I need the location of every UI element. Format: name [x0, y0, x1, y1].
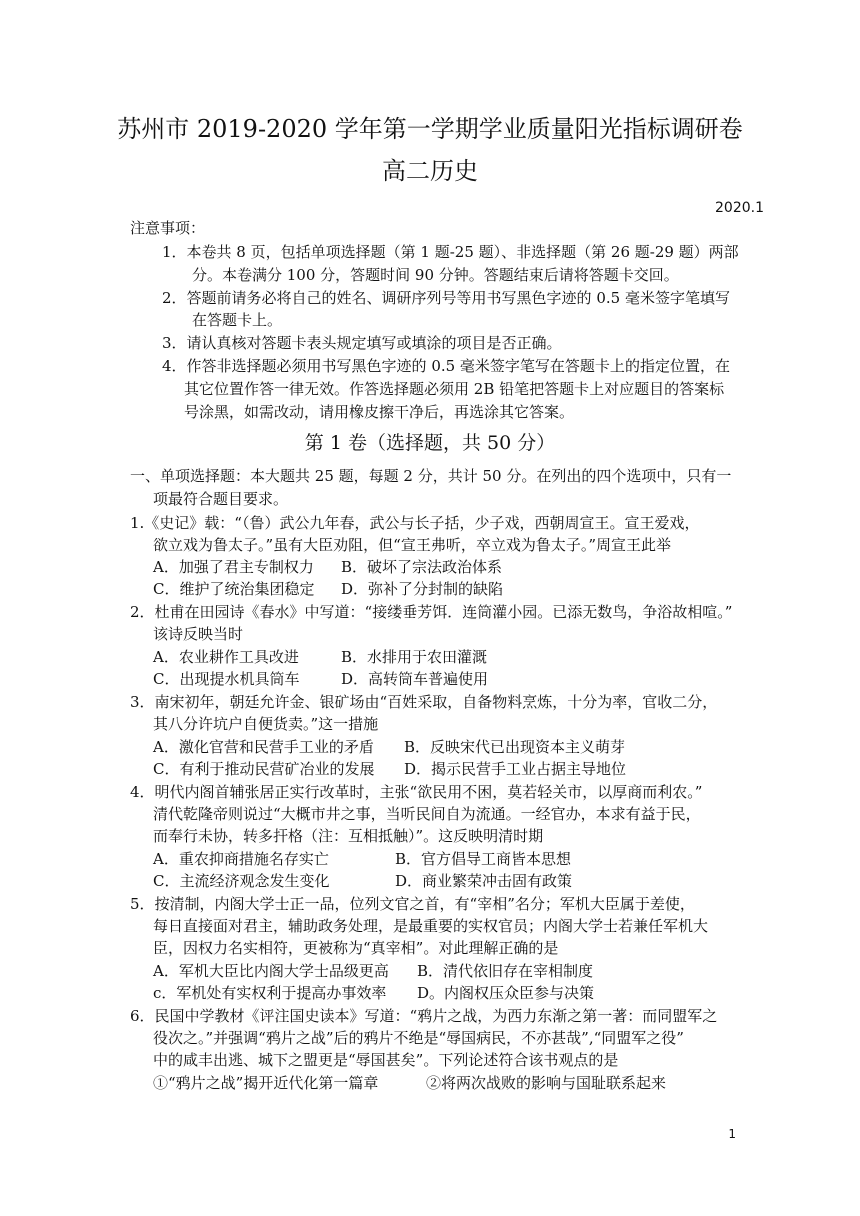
page-number: 1 — [728, 1127, 736, 1141]
question-stem: 而奉行未协，转多扞格（注：互相抵触）”。这反映明清时期 — [153, 827, 544, 845]
statement-option: ①“鸦片之战”揭开近代化第一篇章 — [153, 1074, 379, 1092]
statement-option: ②将两次战败的影响与国耻联系起来 — [426, 1074, 667, 1092]
answer-option: D．商业繁荣冲击固有政策 — [395, 872, 573, 890]
answer-option: D．弥补了分封制的缺陷 — [341, 580, 504, 598]
question-stem: 该诗反映当时 — [153, 625, 244, 643]
notice-line: 在答题卡上。 — [192, 311, 283, 329]
notice-line: 分。本卷满分 100 分，答题时间 90 分钟。答题结束后请将答题卡交回。 — [192, 266, 679, 284]
notice-line: 号涂黑，如需改动，请用橡皮擦干净后，再选涂其它答案。 — [184, 403, 575, 421]
question-stem: 其八分许坑户自便货卖。”这一措施 — [153, 715, 379, 733]
exam-subtitle: 高二历史 — [382, 157, 478, 185]
answer-option: C．维护了统治集团稳定 — [153, 580, 315, 598]
notice-heading: 注意事项： — [130, 219, 206, 237]
answer-option: C．有利于推动民营矿冶业的发展 — [153, 760, 375, 778]
section-title: 第 1 卷（选择题，共 50 分） — [304, 432, 556, 454]
answer-option: D．高转筒车普遍使用 — [341, 670, 489, 688]
question-stem: 欲立戏为鲁太子。”虽有大臣劝阻，但“宣王弗听，卒立戏为鲁太子。”周宣王此举 — [153, 536, 672, 554]
answer-option: C．主流经济观念发生变化 — [153, 872, 330, 890]
answer-option: C．出现提水机具筒车 — [153, 670, 300, 688]
notice-line: 4．作答非选择题必须用书写黑色字迹的 0.5 毫米签字笔写在答题卡上的指定位置，在 — [162, 357, 730, 375]
question-stem: 6．民国中学教材《评注国史读本》写道：“鸦片之战，为西力东渐之第一著：而同盟军之 — [130, 1007, 718, 1025]
exam-date: 2020.1 — [715, 200, 764, 216]
notice-line: 1．本卷共 8 页，包括单项选择题（第 1 题-25 题）、非选择题（第 26 题-29 题）两部 — [162, 243, 739, 261]
answer-option: B．清代依旧存在宰相制度 — [417, 962, 594, 980]
notice-line: 3．请认真核对答题卡表头规定填写或填涂的项目是否正确。 — [162, 334, 562, 352]
question-stem: 5．按清制，内阁大学士正一品，位列文官之首，有“宰相”名分；军机大臣属于差使， — [130, 895, 695, 913]
question-stem: 清代乾隆帝则说过“大概市井之事，当听民间自为流通。一经官办，本求有益于民， — [153, 805, 701, 823]
exam-title: 苏州市 2019-2020 学年第一学期学业质量阳光指标调研卷 — [117, 115, 743, 143]
question-stem: 役次之。”并强调“鸦片之战”后的鸦片不绝是“辱国病民，不亦甚哉”,“同盟军之役” — [153, 1029, 684, 1047]
question-stem: 4．明代内阁首辅张居正实行改革时，主张“欲民用不困，莫若轻关市，以厚商而利农。” — [130, 783, 703, 801]
section-intro: 一、单项选择题：本大题共 25 题，每题 2 分，共计 50 分。在列出的四个选项中，只有一 — [130, 467, 732, 485]
notice-line: 其它位置作答一律无效。作答选择题必须用 2B 铅笔把答题卡上对应题目的答案标 — [184, 380, 725, 398]
question-stem: 中的咸丰出逃、城下之盟更是“辱国甚矣”。下列论述符合该书观点的是 — [153, 1051, 619, 1069]
answer-option: A．农业耕作工具改进 — [153, 648, 299, 666]
question-stem: 3．南宋初年，朝廷允许金、银矿场由“百姓采取，自备物料烹炼，十分为率，官收二分， — [130, 693, 718, 711]
notice-line: 2．答题前请务必将自己的姓名、调研序列号等用书写黑色字迹的 0.5 毫米签字笔填写 — [162, 289, 730, 307]
question-stem: 2．杜甫在田园诗《春水》中写道：“接缕垂芳饵．连筒灌小园。已添无数鸟，争浴故相喧。” — [130, 603, 733, 621]
answer-option: A．激化官营和民营手工业的矛盾 — [153, 738, 374, 756]
answer-option: c．军机处有实权利于提高办事效率 — [153, 984, 387, 1002]
answer-option: A．重农抑商措施名存实亡 — [153, 850, 329, 868]
question-stem: 每日直接面对君主，辅助政务处理，是最重要的实权官员；内阁大学士若兼任军机大 — [153, 917, 709, 935]
answer-option: B．破坏了宗法政治体系 — [341, 558, 503, 576]
answer-option: A．军机大臣比内阁大学士品级更高 — [153, 962, 389, 980]
answer-option: B．官方倡导工商皆本思想 — [395, 850, 572, 868]
answer-option: B．水排用于农田灌溉 — [341, 648, 488, 666]
section-intro: 项最符合题目要求。 — [153, 490, 289, 508]
answer-option: B．反映宋代已出现资本主义萌芽 — [404, 738, 626, 756]
question-stem: 1.《史记》载：“（鲁）武公九年春，武公与长子括，少子戏，西朝周宣王。宣王爱戏， — [130, 514, 700, 532]
answer-option: D。内阁权压众臣参与决策 — [417, 984, 595, 1002]
question-stem: 臣，因权力名实相符，更被称为“真宰相”。对此理解正确的是 — [153, 939, 559, 957]
answer-option: A．加强了君主专制权力 — [153, 558, 314, 576]
answer-option: D．揭示民营手工业占据主导地位 — [404, 760, 627, 778]
